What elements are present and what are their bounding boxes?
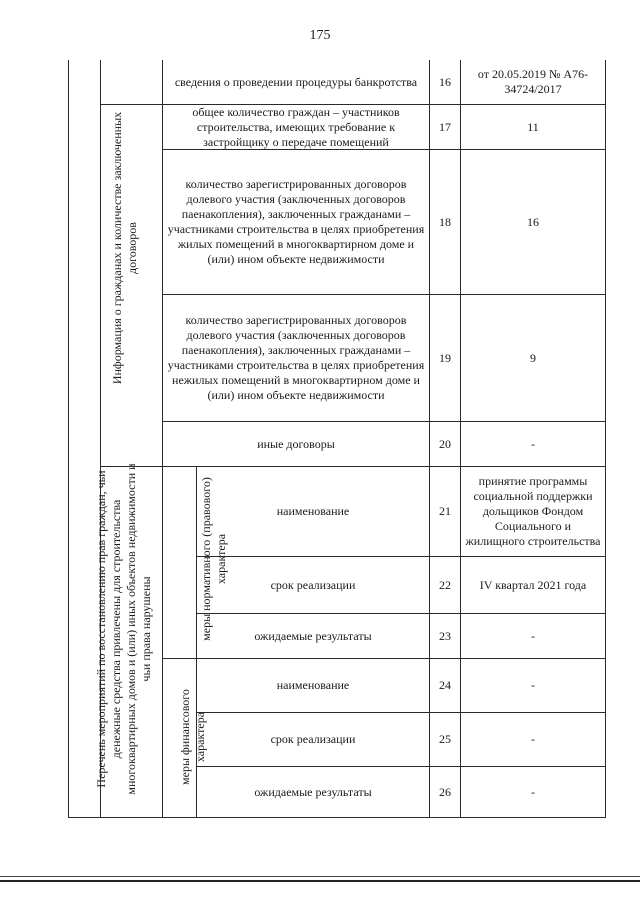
row-number: 26 — [439, 784, 451, 799]
row-value: принятие программы социальной поддержки дольщиков Фондом Социального и жилищного строительства — [465, 474, 601, 548]
row-label: количество зарегистрированных договоров долевого участия (заключенных договоров паенакопления), заключенных гражданами – участниками строительства в целях приобретения нежилых помещений в многоквартирном доме и (или) ином объекте недвижимости — [167, 313, 425, 402]
row-label: сведения о проведении процедуры банкротства — [174, 74, 418, 89]
row-number: 24 — [439, 678, 451, 692]
row-number: 25 — [439, 732, 451, 746]
row-number: 21 — [439, 504, 451, 518]
row-label: иные договоры — [257, 436, 335, 451]
row-label: срок реализации — [270, 577, 356, 592]
table-border-right — [605, 60, 606, 818]
row-label: общее количество граждан – участников строительства, имеющих требование к застройщику о передаче помещений — [192, 104, 400, 149]
data-table — [68, 60, 606, 818]
footer-rule — [0, 880, 640, 882]
row-number: 23 — [439, 628, 451, 643]
row-label: наименование — [276, 678, 350, 692]
row-number: 20 — [439, 436, 451, 451]
row-number: 17 — [439, 119, 451, 134]
section-label-info: Информация о гражданах и количестве заключенных договоров — [110, 111, 139, 385]
footer-rule — [0, 876, 640, 877]
row-value: 11 — [527, 119, 539, 134]
row-value: 16 — [527, 214, 539, 229]
section-label-financial: меры финансового характера — [178, 689, 207, 785]
row-label: количество зарегистрированных договоров долевого участия (заключенных договоров паенакопления), заключенных гражданами – участниками строительства в целях приобретения жилых помещений в многоквартирном доме и (или) ином объекте недвижимости — [167, 177, 425, 266]
page-number: 175 — [309, 28, 331, 43]
section-label-normative: меры нормативного (правового) характера — [199, 477, 228, 641]
row-value: 9 — [530, 350, 536, 365]
row-label: наименование — [276, 504, 350, 518]
row-number: 18 — [439, 214, 451, 229]
row-value: IV квартал 2021 года — [479, 577, 587, 592]
row-value: - — [531, 784, 535, 799]
row-value: - — [531, 732, 535, 746]
row-value: - — [531, 628, 535, 643]
section-label-measures: Перечень мероприятий по восстановлению прав граждан, чьи денежные средства привлечены для строительства многоквартирных домов и (или) иных объектов недвижимости и чьи права нарушены — [94, 463, 153, 795]
row-number: 16 — [439, 74, 451, 89]
row-label: ожидаемые результаты — [254, 628, 372, 643]
row-label: срок реализации — [270, 732, 356, 746]
row-number: 19 — [439, 350, 451, 365]
table-border-left — [68, 60, 69, 818]
row-number: 22 — [439, 577, 451, 592]
row-value: - — [531, 678, 535, 692]
row-value: от 20.05.2019 № А76-34724/2017 — [477, 67, 589, 96]
row-value: - — [531, 436, 535, 451]
row-label: ожидаемые результаты — [254, 784, 372, 799]
table-border-bottom — [68, 817, 606, 818]
